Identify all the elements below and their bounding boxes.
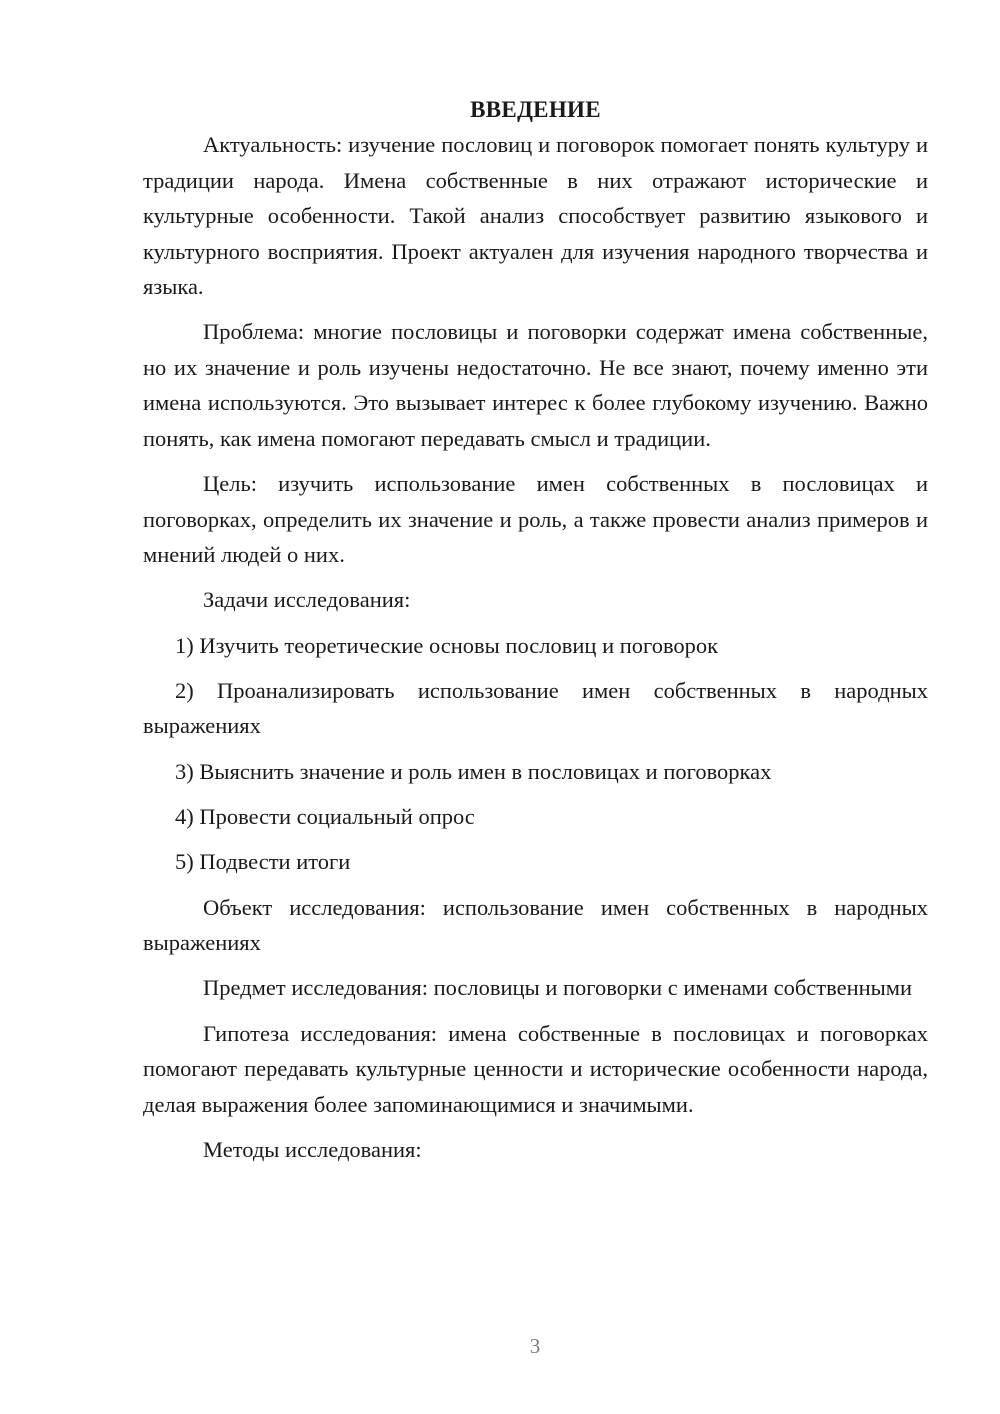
- paragraph-object: Объект исследования: использование имен собственных в народных выражениях: [143, 894, 928, 956]
- task-item-4: 4) Провести социальный опрос: [175, 804, 475, 830]
- paragraph-methods: Методы исследования:: [203, 1137, 422, 1163]
- paragraph-goal: Цель: изучить использование имен собственных в пословицах и поговорках, определить их значение и роль, а также провести анализ примеров и мнений людей о них.: [143, 471, 928, 568]
- paragraph-tasks-heading: Задачи исследования:: [203, 587, 411, 613]
- document-page: [143, 92, 928, 1177]
- task-item-2: 2) Проанализировать использование имен собственных в народных выражениях: [143, 677, 928, 739]
- paragraph-relevance: Актуальность: изучение пословиц и поговорок помогает понять культуру и традиции народа. Имена собственные в них отражают исторические и культурные особенности. Такой анализ способствует развитию языкового и культурного восприятия. Проект актуален для изучения народного творчества и языка.: [143, 132, 928, 299]
- page-number: 3: [529, 1334, 541, 1358]
- section-title: ВВЕДЕНИЕ: [470, 97, 601, 122]
- paragraph-problem: Проблема: многие пословицы и поговорки содержат имена собственные, но их значение и роль изучены недостаточно. Не все знают, почему именно эти имена используются. Это вызывает интерес к более глубокому изучению. Важно понять, как имена помогают передавать смысл и традиции.: [143, 319, 928, 451]
- task-item-5: 5) Подвести итоги: [175, 849, 351, 875]
- task-item-3: 3) Выяснить значение и роль имен в пословицах и поговорках: [175, 758, 772, 784]
- paragraph-subject: Предмет исследования: пословицы и поговорки с именами собственными: [203, 975, 913, 1001]
- paragraph-hypothesis: Гипотеза исследования: имена собственные в пословицах и поговорках помогают передавать культурные ценности и исторические особенности народа, делая выражения более запоминающимися и значимыми.: [143, 1020, 928, 1117]
- task-item-1: 1) Изучить теоретические основы пословиц и поговорок: [175, 632, 719, 658]
